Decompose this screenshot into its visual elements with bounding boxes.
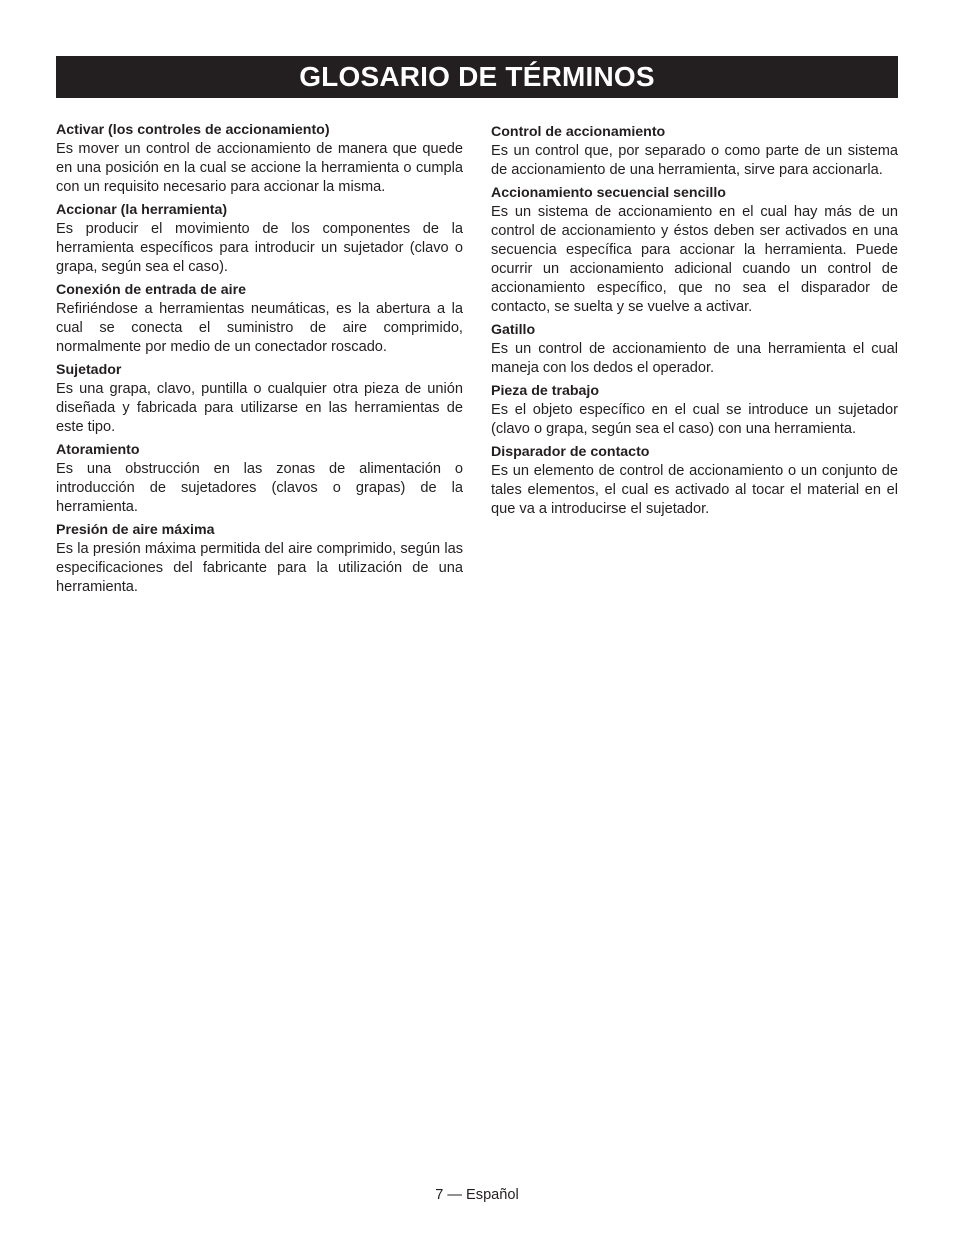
glossary-entry (491, 382, 898, 439)
glossary-term: Conexión de entrada de aire (56, 282, 247, 298)
glossary-definition: Es la presión máxima permitida del aire comprimido, según las especificaciones del fabricante para la utilización de una herramienta. (56, 541, 463, 595)
glossary-definition: Es un control de accionamiento de una herramienta el cual maneja con los dedos el operador. (491, 341, 898, 376)
glossary-term: Gatillo (491, 322, 536, 338)
glossary-term: Control de accionamiento (491, 124, 666, 140)
glossary-entry (56, 521, 463, 597)
glossary-entry (491, 123, 898, 180)
page-title: GLOSARIO DE TÉRMINOS (299, 61, 655, 92)
page-footer (0, 1186, 954, 1205)
glossary-term: Pieza de trabajo (491, 383, 600, 399)
glossary-definition: Es un control que, por separado o como parte de un sistema de accionamiento de una herramienta, sirve para accionarla. (491, 143, 898, 178)
glossary-entry (491, 321, 898, 378)
glossary-term: Presión de aire máxima (56, 522, 215, 538)
glossary-term: Activar (los controles de accionamiento) (56, 122, 330, 138)
glossary-entry (491, 184, 898, 317)
glossary-term: Accionar (la herramienta) (56, 202, 228, 218)
page-title-banner (56, 56, 898, 98)
glossary-entry (56, 441, 463, 517)
glossary-definition: Es una obstrucción en las zonas de alimentación o introducción de sujetadores (clavos o grapas) de la herramienta. (56, 461, 463, 515)
glossary-definition: Es un sistema de accionamiento en el cual hay más de un control de accionamiento y éstos deben ser activados en una secuencia específica para accionar la herramienta. Puede ocurrir un accionamiento adicional cuando un control de accionamiento específico, que no sea el disparador de contacto, se suelta y se vuelve a activar. (491, 204, 898, 315)
glossary-definition: Es una grapa, clavo, puntilla o cualquier otra pieza de unión diseñada y fabricada para utilizarse en las herramientas de este tipo. (56, 381, 463, 435)
glossary-entry (491, 443, 898, 519)
glossary-definition: Es el objeto específico en el cual se introduce un sujetador (clavo o grapa, según sea el caso) con una herramienta. (491, 402, 898, 437)
glossary-entry (56, 121, 463, 197)
glossary-term: Atoramiento (56, 442, 140, 458)
glossary-definition: Es producir el movimiento de los componentes de la herramienta específicos para introducir un sujetador (clavo o grapa, según sea el caso). (56, 221, 463, 275)
glossary-entry (56, 361, 463, 437)
glossary-term: Accionamiento secuencial sencillo (491, 185, 726, 201)
glossary-term: Sujetador (56, 362, 122, 378)
glossary-entry (56, 201, 463, 277)
glossary-right-column (491, 123, 898, 523)
glossary-definition: Es un elemento de control de accionamiento o un conjunto de tales elementos, el cual es activado al tocar el material en el que va a introducirse el sujetador. (491, 463, 898, 517)
glossary-definition: Es mover un control de accionamiento de manera que quede en una posición en la cual se accione la herramienta o cumpla con un requisito necesario para accionar la misma. (56, 141, 463, 195)
glossary-left-column (56, 121, 463, 601)
glossary-definition: Refiriéndose a herramientas neumáticas, es la abertura a la cual se conecta el suministro de aire comprimido, normalmente por medio de un conectador roscado. (56, 301, 463, 355)
page-number-language: 7 — Español (435, 1187, 519, 1203)
glossary-entry (56, 281, 463, 357)
glossary-term: Disparador de contacto (491, 444, 650, 460)
